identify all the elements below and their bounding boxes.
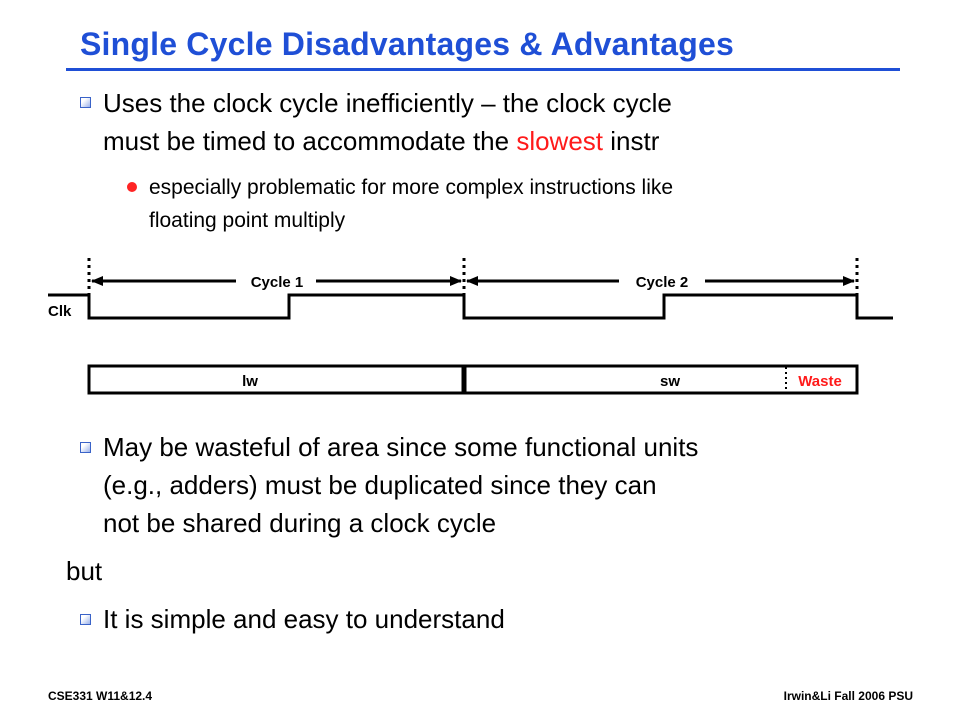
instruction-bar bbox=[89, 366, 857, 393]
waste-label: Waste bbox=[798, 373, 842, 390]
sub-bullet-line2: floating point multiply bbox=[149, 209, 346, 232]
square-bullet-icon bbox=[80, 442, 91, 453]
sub-bullet-line1: especially problematic for more complex instructions like bbox=[149, 176, 674, 199]
bullet2-line3: not be shared during a clock cycle bbox=[103, 508, 497, 538]
bullet1-line2-pre: must be timed to accommodate the bbox=[103, 126, 517, 156]
slowest-highlight: slowest bbox=[516, 126, 604, 156]
square-bullet-icon bbox=[80, 614, 91, 625]
clk-waveform bbox=[48, 295, 893, 318]
cycle2-label: Cycle 2 bbox=[635, 274, 689, 291]
footer-left: CSE331 W11&12.4 bbox=[48, 689, 153, 703]
bullet3-text: It is simple and easy to understand bbox=[103, 604, 505, 634]
bullet2-line2: (e.g., adders) must be duplicated since they can bbox=[103, 470, 657, 500]
but-text: but bbox=[66, 556, 103, 586]
sw-label: sw bbox=[659, 373, 681, 390]
cycle1-label: Cycle 1 bbox=[250, 274, 304, 291]
footer-right: Irwin&Li Fall 2006 PSU bbox=[783, 689, 913, 703]
slide-title: Single Cycle Disadvantages & Advantages bbox=[80, 26, 734, 62]
bullet2-line1: May be wasteful of area since some functional units bbox=[103, 432, 699, 462]
lw-label: lw bbox=[242, 373, 258, 390]
clk-label: Clk bbox=[48, 303, 72, 320]
bullet1-line2-post: instr bbox=[603, 126, 660, 156]
bullet1-line1: Uses the clock cycle inefficiently – the clock cycle bbox=[103, 88, 672, 118]
